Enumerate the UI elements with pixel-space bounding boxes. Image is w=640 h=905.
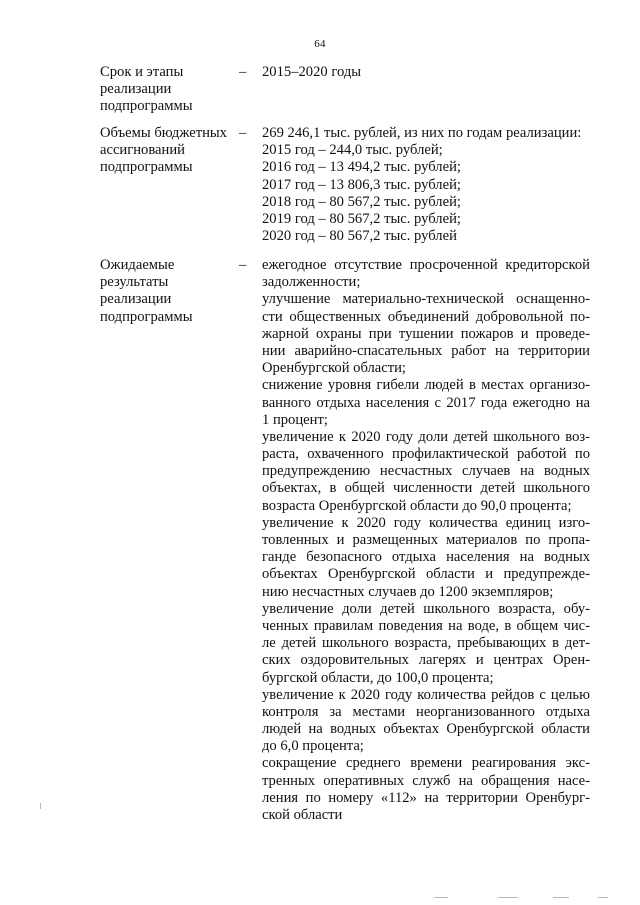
result-line: жарной охраны при тушении пожаров и проведе- [262, 325, 590, 342]
result-line: увеличение к 2020 году количества рейдов с целью [262, 686, 590, 703]
result-line: до 6,0 процента; [262, 738, 364, 755]
result-line: нии аварийно-спасательных работ на территории [262, 342, 590, 359]
result-paragraph [262, 755, 590, 824]
section-content [262, 257, 590, 824]
result-line: ванного отдыха населения с 2017 года ежегодно на [262, 394, 590, 411]
result-paragraph [262, 291, 590, 377]
result-line: ченных правилам поведения на воде, в общем чис- [262, 617, 590, 634]
label-line: реализации [100, 81, 172, 98]
result-line: людей на водных объектах Оренбургской области [262, 721, 590, 738]
result-line: ских оздоровительных лагерях и центрах Орен- [262, 652, 590, 669]
label-line: результаты [100, 274, 169, 291]
section-content [262, 125, 590, 245]
label-line: Срок и этапы [100, 64, 184, 80]
label-line: реализации [100, 291, 172, 308]
result-line: увеличение доли детей школьного возраста, обу- [262, 600, 590, 617]
result-paragraph [262, 687, 590, 756]
result-line: увеличение к 2020 году доли детей школьного воз- [262, 428, 590, 445]
result-line: объектах, в общей численности детей школьного [262, 480, 590, 497]
scan-artifact [598, 897, 608, 898]
budget-year-line: 2019 год – 80 567,2 тыс. рублей; [262, 211, 461, 228]
page-number: 64 [314, 38, 326, 50]
section-timeline [100, 64, 590, 116]
budget-total-line: 269 246,1 тыс. рублей, из них по годам реализации: [262, 125, 582, 141]
result-line: контроля за местами неорганизованного отдыха [262, 703, 590, 720]
section-expected-results [100, 257, 590, 827]
result-line: задолженности; [262, 274, 361, 291]
content-line: 2015–2020 годы [262, 64, 362, 80]
scan-artifact [553, 897, 569, 898]
result-line: раста, охваченного профилактической работой по [262, 446, 590, 463]
section-budget [100, 125, 590, 249]
budget-year-line: 2016 год – 13 494,2 тыс. рублей; [262, 159, 461, 176]
scan-artifact [434, 897, 448, 898]
result-line: ле детей школьного возраста, пребывающих в дет- [262, 635, 590, 652]
budget-year-line: 2017 год – 13 806,3 тыс. рублей; [262, 176, 461, 193]
label-line: подпрограммы [100, 159, 193, 176]
section-label [100, 125, 235, 177]
result-line: увеличение к 2020 году количества единиц изго- [262, 514, 590, 531]
result-line: предупреждению несчастных случаев на водных [262, 463, 590, 480]
result-line: ления по номеру «112» на территории Оренбург- [262, 789, 590, 806]
result-line: бургской области, до 100,0 процента; [262, 669, 494, 686]
result-line: Оренбургской области; [262, 360, 406, 377]
result-line: ежегодное отсутствие просроченной кредиторской [262, 257, 590, 273]
dash-separator: – [239, 125, 247, 141]
result-line: ганде безопасного отдыха населения на водных [262, 549, 590, 566]
label-line: Объемы бюджетных [100, 125, 227, 141]
label-line: Ожидаемые [100, 257, 175, 273]
result-paragraph [262, 601, 590, 687]
result-paragraph [262, 257, 590, 291]
budget-year-line: 2020 год – 80 567,2 тыс. рублей [262, 228, 457, 245]
section-label [100, 64, 235, 116]
result-paragraph [262, 429, 590, 515]
result-paragraph [262, 515, 590, 601]
result-line: нию несчастных случаев до 1200 экземпляров; [262, 583, 554, 600]
result-line: улучшение материально-технической оснащенно- [262, 291, 590, 308]
label-line: подпрограммы [100, 98, 193, 115]
budget-year-line: 2015 год – 244,0 тыс. рублей; [262, 142, 443, 159]
result-line: товленных и размещенных материалов по пропа- [262, 532, 590, 548]
result-line: ской области [262, 807, 343, 823]
label-line: подпрограммы [100, 308, 193, 325]
result-line: тренных оперативных служб на обращения насе- [262, 772, 590, 789]
section-content [262, 64, 590, 81]
scan-artifact [40, 803, 41, 809]
result-line: сокращение среднего времени реагирования экс- [262, 755, 590, 772]
result-line: возраста Оренбургской области до 90,0 процента; [262, 497, 572, 514]
result-line: сти общественных объединений добровольной по- [262, 308, 590, 325]
result-line: снижение уровня гибели людей в местах организо- [262, 377, 590, 394]
section-label [100, 257, 235, 326]
dash-separator: – [239, 64, 247, 80]
result-paragraph [262, 377, 590, 429]
scan-artifact [498, 897, 518, 898]
label-line: ассигнований [100, 142, 185, 159]
dash-separator: – [239, 257, 247, 273]
result-line: объектах Оренбургской области и предупрежде- [262, 566, 590, 583]
budget-year-line: 2018 год – 80 567,2 тыс. рублей; [262, 193, 461, 210]
result-line: 1 процент; [262, 411, 328, 428]
